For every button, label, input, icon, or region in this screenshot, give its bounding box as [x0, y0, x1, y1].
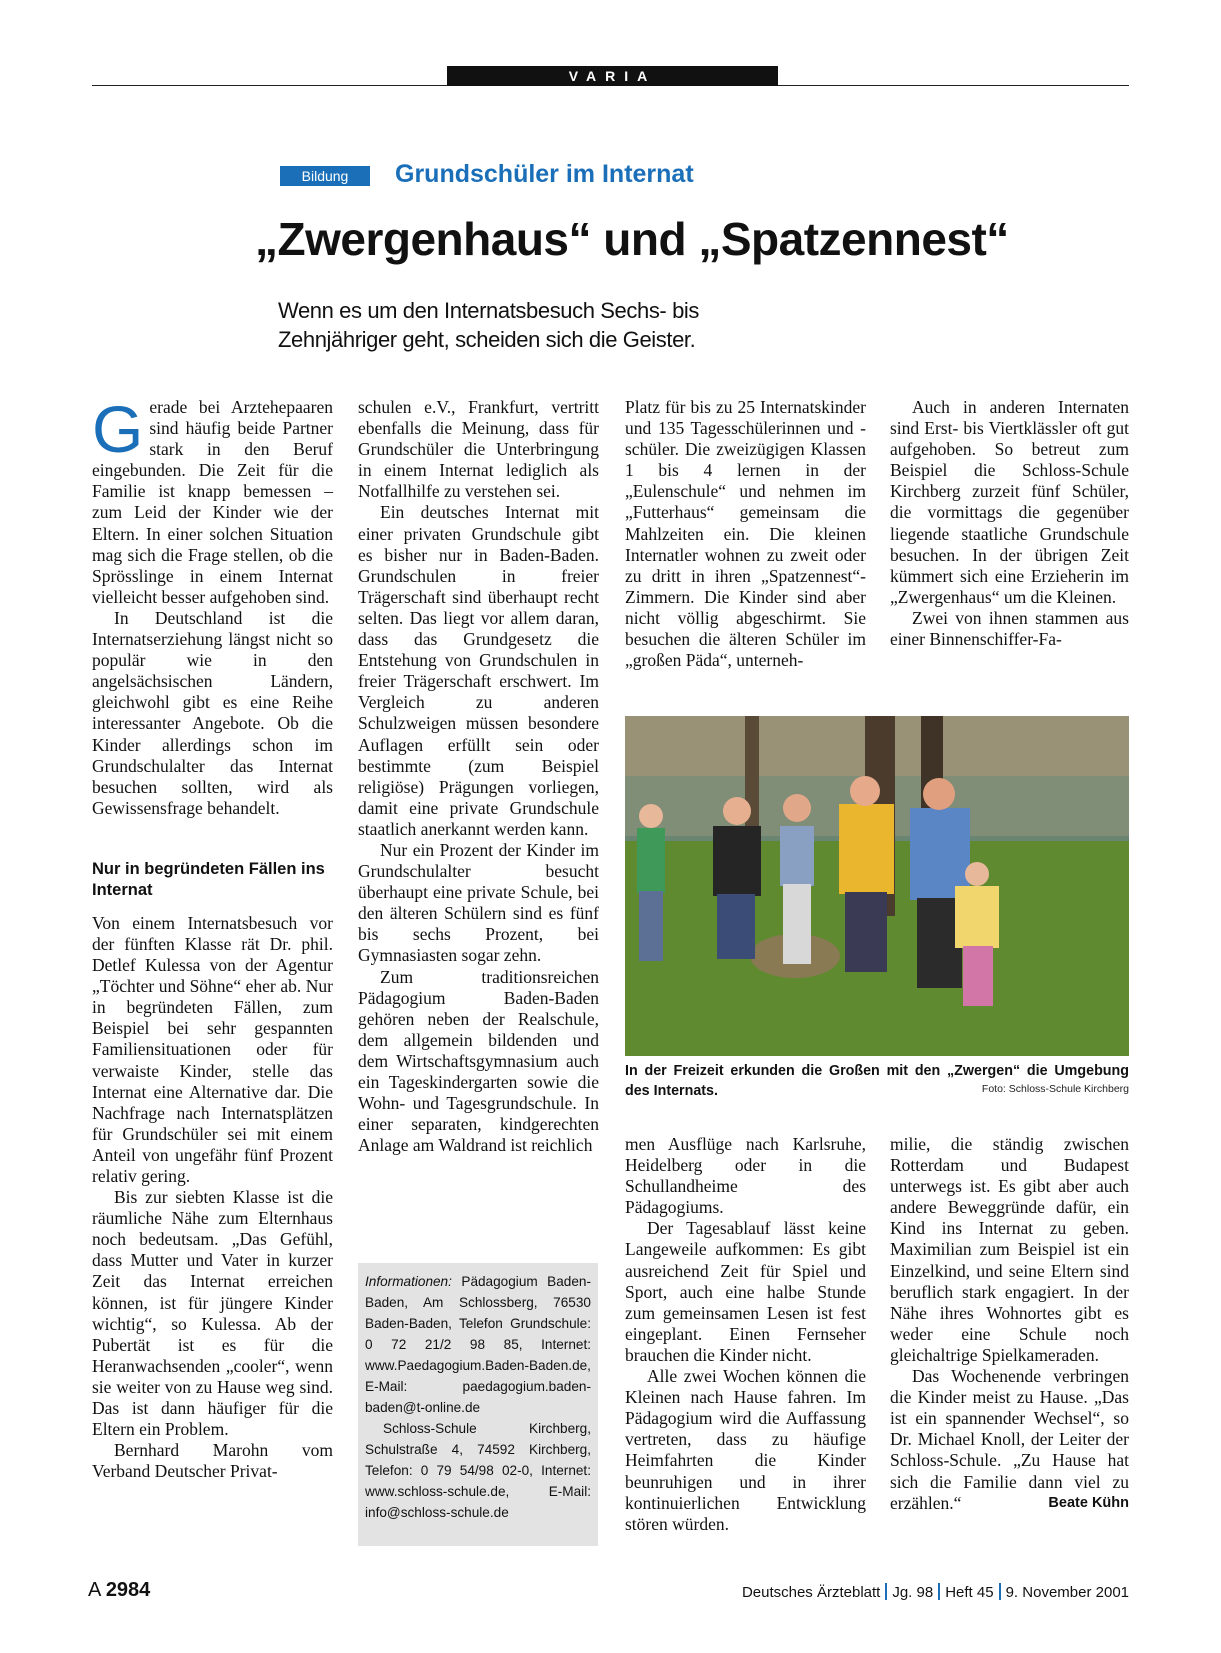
paragraph: Zum traditionsreichen Pädagogium Baden-Baden gehören neben der Realschule, dem allgemein bildenden und dem Wirtschaftsgymnasium auch ein Tageskindergarten sowie die Wohn- und Tagesgrundschule. In einer separaten, kindgerechten Anlage am Waldrand ist reichlich — [358, 966, 599, 1156]
column-2 — [358, 397, 599, 1156]
footer-separator — [999, 1583, 1001, 1600]
paragraph: Platz für bis zu 25 Internatskinder und 135 Tagesschülerinnen und -schüler. Die zweizügigen Klassen 1 bis 4 lernen in der „Eulenschule“ und nehmen im „Futterhaus“ gemeinsam die Mahlzeiten ein. Die kleinen Internatler wohnen zu zweit oder zu dritt in ihren „Spatzennest“-Zimmern. Die Kinder sind aber nicht völlig abgeschirmt. Sie besuchen die älteren Schüler im „großen Päda“, unterneh- — [625, 397, 866, 671]
kicker: Grundschüler im Internat — [395, 160, 694, 188]
headline: „Zwergenhaus“ und „Spatzennest“ — [255, 213, 1009, 265]
page-number-value: 2984 — [105, 1579, 151, 1601]
author-signature: Beate Kühn — [1048, 1494, 1129, 1511]
journal-issue: Heft 45 — [945, 1584, 994, 1601]
info-paragraph: Schloss-Schule Kirchberg, Schulstraße 4, 74592 Kirchberg, Telefon: 0 79 54/98 02-0, Internet: www.schloss-schule.de, E-Mail: info@schloss-schule.de — [365, 1421, 591, 1520]
subheading: Nur in begründeten Fällen ins Internat — [92, 859, 325, 899]
column-3-bottom — [625, 1134, 866, 1535]
deck: Wenn es um den Internatsbesuch Sechs- bis Zehnjähriger geht, scheiden sich die Geister. — [278, 298, 699, 352]
article-photo — [625, 716, 1129, 1056]
info-text: Pädagogium Baden-Baden, Am Schlossberg, 76530 Baden-Baden, Telefon Grundschule: 0 72 21/2 98 85, Internet: www.Paedagogium.Baden-Baden.de, E-Mail: paedagogium.baden-baden@t-online.de — [365, 1274, 591, 1415]
paragraph: Zwei von ihnen stammen aus einer Binnenschiffer-Fa- — [890, 607, 1129, 650]
photo-illustration — [625, 716, 1129, 1056]
dropcap: G — [92, 392, 144, 466]
paragraph: Nur ein Prozent der Kinder im Grundschulalter besucht überhaupt eine private Schule, bei den älteren Schülern sind es fünf bis sechs Prozent, bei Gymnasiasten sogar zehn. — [358, 839, 599, 966]
paragraph: Ein deutsches Internat mit einer privaten Grundschule gibt es bisher nur in Baden-Baden. Grundschulen in freier Trägerschaft sind überhaupt recht selten. Das liegt vor allem daran, dass das Grundgesetz die Entstehung von Grundschulen in freier Trägerschaft erschwert. Im Vergleich zu anderen Schulzweigen müssen besondere Auflagen erfüllt sein oder bestimmte (zum Beispiel religiöse) Prägungen vorliegen, damit eine private Grundschule staatlich anerkannt werden kann. — [358, 502, 599, 839]
kicker-badge: Bildung — [280, 166, 370, 186]
paragraph: Bernhard Marohn vom Verband Deutscher Privat- — [92, 1440, 333, 1482]
paragraph-text: erade bei Arztehepaaren sind häufig beide Partner stark in den Beruf eingebunden. Die Zeit für die Familie ist knapp bemessen – zum Leid der Kinder wie der Eltern. In einer solchen Situation mag sich die Frage stellen, ob die Sprösslinge in einem Internat vielleicht besser aufgehoben sind. — [92, 397, 333, 607]
paragraph: men Ausflüge nach Karlsruhe, Heidelberg oder in die Schullandheime des Pädagogiums. — [625, 1134, 866, 1218]
paragraph: Alle zwei Wochen können die Kleinen nach Hause fahren. Im Pädagogium wird die Auffassung vertreten, dass zu häufige Heimfahrten die Kinder beunruhigen und in ihrer kontinuierlichen Entwicklung stören würden. — [625, 1366, 866, 1534]
column-4-bottom — [890, 1134, 1129, 1514]
paragraph — [890, 1366, 1129, 1514]
photo-credit: Foto: Schloss-Schule Kirchberg — [981, 1083, 1129, 1095]
paragraph-text: Das Wochenende verbringen die Kinder meist zu Hause. „Das ist ein spannender Wechsel“, so Dr. Michael Knoll, der Leiter der Schloss-Schule. „Zu Hause hat sich die Familie dann viel zu erzählen.“ — [890, 1366, 1129, 1513]
paragraph: Auch in anderen Internaten sind Erst- bis Viertklässler oft gut aufgehoben. So betreut zum Beispiel die Schloss-Schule Kirchberg zurzeit fünf Schüler, die vormittags die gegenüber liegende staatliche Grundschule besuchen. In der übrigen Zeit kümmert sich eine Erzieherin im „Zwergenhaus“ um die Kleinen. — [890, 397, 1129, 607]
paragraph: Bis zur siebten Klasse ist die räumliche Nähe zum Elternhaus noch bedeutsam. „Das Gefühl, dass Mutter und Vater in kurzer Zeit das Internat erreichen können, ist für jüngere Kinder wichtig“, so Kulessa. Ab der Pubertät ist es für die Heranwachsenden „cooler“, wenn sie weiter von zu Hause weg sind. Das ist dann häufiger für die Eltern ein Problem. — [92, 1187, 333, 1440]
paragraph: schulen e.V., Frankfurt, vertritt ebenfalls die Meinung, dass für Grundschüler die Unterbringung in einem Internat lediglich als Notfallhilfe zu verstehen sei. — [358, 397, 599, 502]
footer-separator — [885, 1583, 887, 1600]
journal-volume: Jg. 98 — [892, 1584, 934, 1601]
page-number — [88, 1579, 150, 1602]
journal-footer — [742, 1583, 1129, 1601]
info-lead: Informationen: — [365, 1274, 452, 1289]
paragraph — [92, 392, 333, 608]
page-prefix: A — [88, 1579, 101, 1601]
info-paragraph — [365, 1271, 591, 1418]
footer-separator — [938, 1583, 940, 1600]
column-1 — [92, 392, 333, 1482]
paragraph: milie, die ständig zwischen Rotterdam und Budapest unterwegs ist. Es gibt aber auch andere Beweggründe dafür, ein Kind ins Internat zu geben. Maximilian zum Beispiel ist ein Einzelkind, und seine Eltern sind beruflich stark engagiert. In der Nähe ihres Wohnortes gibt es weder eine Schule noch gleichaltrige Spielkameraden. — [890, 1134, 1129, 1365]
section-label: VARIA — [447, 66, 778, 86]
journal-name: Deutsches Ärzteblatt — [741, 1584, 881, 1601]
photo-caption: In der Freizeit erkunden die Großen mit den „Zwergen“ die Umgebung des Internats. — [625, 1063, 1129, 1099]
column-4-top — [890, 397, 1129, 650]
column-3-top — [625, 397, 866, 671]
journal-date: 9. November 2001 — [1005, 1584, 1129, 1601]
paragraph: Der Tagesablauf lässt keine Langeweile aufkommen: Es gibt ausreichend Zeit für Spiel und Sport, auch eine halbe Stunde zum gemeinsamen Lesen ist fest eingeplant. Einen Fernseher brauchen die Kinder nicht. — [625, 1218, 866, 1365]
info-box — [358, 1263, 598, 1546]
paragraph: Von einem Internatsbesuch vor der fünften Klasse rät Dr. phil. Detlef Kulessa von der Agentur „Töchter und Söhne“ eher ab. Nur in begründeten Fällen, zum Beispiel bei sehr gespannten Familiensituationen oder für verwaiste Kinder, stelle das Internat eine Alternative dar. Die Nachfrage nach Internatsplätzen für Grundschüler sei mit einem Anteil von ungefähr fünf Prozent relativ gering. — [92, 912, 333, 1186]
paragraph: In Deutschland ist die Internatserziehung längst nicht so populär wie in den angelsächsischen Ländern, gleichwohl gibt es eine Reihe interessanter Angebote. Ob die Kinder allerdings schon im Grundschulalter das Internat besuchen sollten, wird als Gewissensfrage behandelt. — [92, 607, 333, 818]
